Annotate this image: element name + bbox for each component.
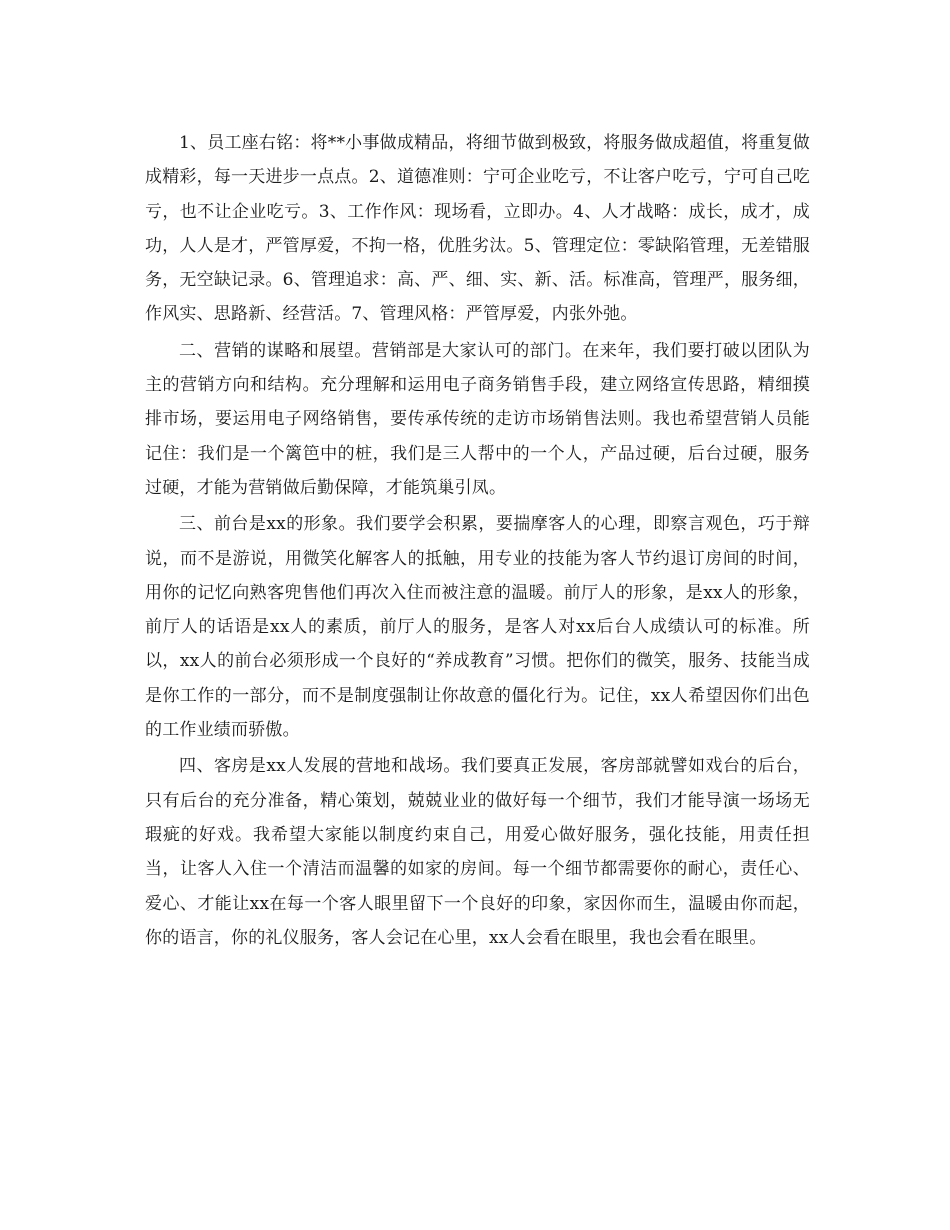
paragraph-marketing-strategy: 二、营销的谋略和展望。营销部是大家认可的部门。在来年，我们要打破以团队为主的营销方向和结构。充分理解和运用电子商务销售手段，建立网络宣传思路，精细摸排市场，要运用电子网络销售，要传承传统的走访市场销售法则。我也希望营销人员能记住：我们是一个篱笆中的桩，我们是三人帮中的一个人，产品过硬，后台过硬，服务过硬，才能为营销做后勤保障，才能筑巢引凤。 (145, 340, 810, 498)
document-body (145, 126, 810, 957)
paragraph-housekeeping: 四、客房是xx人发展的营地和战场。我们要真正发展，客房部就譬如戏台的后台，只有后台的充分准备，精心策划，兢兢业业的做好每一个细节，我们才能导演一场场无瑕疵的好戏。我希望大家能以制度约束自己，用爱心做好服务，强化技能，用责任担当，让客人入住一个清洁而温馨的如家的房间。每一个细节都需要你的耐心，责任心、爱心、才能让xx在每一个客人眼里留下一个良好的印象，家因你而生，温暖由你而起，你的语言，你的礼仪服务，客人会记在心里，xx人会看在眼里，我也会看在眼里。 (145, 756, 810, 948)
paragraph-front-desk-image: 三、前台是xx的形象。我们要学会积累，要揣摩客人的心理，即察言观色，巧于辩说，而不是游说，用微笑化解客人的抵触，用专业的技能为客人节约退订房间的时间，用你的记忆向熟客兜售他们再次入住而被注意的温暖。前厅人的形象，是xx人的形象，前厅人的话语是xx人的素质，前厅人的服务，是客人对xx后台人成绩认可的标准。所以，xx人的前台必须形成一个良好的“养成教育”习惯。把你们的微笑，服务、技能当成是你工作的一部分，而不是制度强制让你故意的僵化行为。记住，xx人希望因你们出色的工作业绩而骄傲。 (145, 514, 810, 741)
paragraph-employee-motto: 1、员工座右铭：将**小事做成精品，将细节做到极致，将服务做成超值，将重复做成精彩，每一天进步一点点。2、道德准则：宁可企业吃亏，不让客户吃亏，宁可自己吃亏，也不让企业吃亏。3、工作作风：现场看，立即办。4、人才战略：成长，成才，成功，人人是才，严管厚爱，不拘一格，优胜劣汰。5、管理定位：零缺陷管理，无差错服务，无空缺记录。6、管理追求：高、严、细、实、新、活。标准高，管理严，服务细，作风实、思路新、经营活。7、管理风格：严管厚爱，内张外弛。 (145, 133, 810, 325)
